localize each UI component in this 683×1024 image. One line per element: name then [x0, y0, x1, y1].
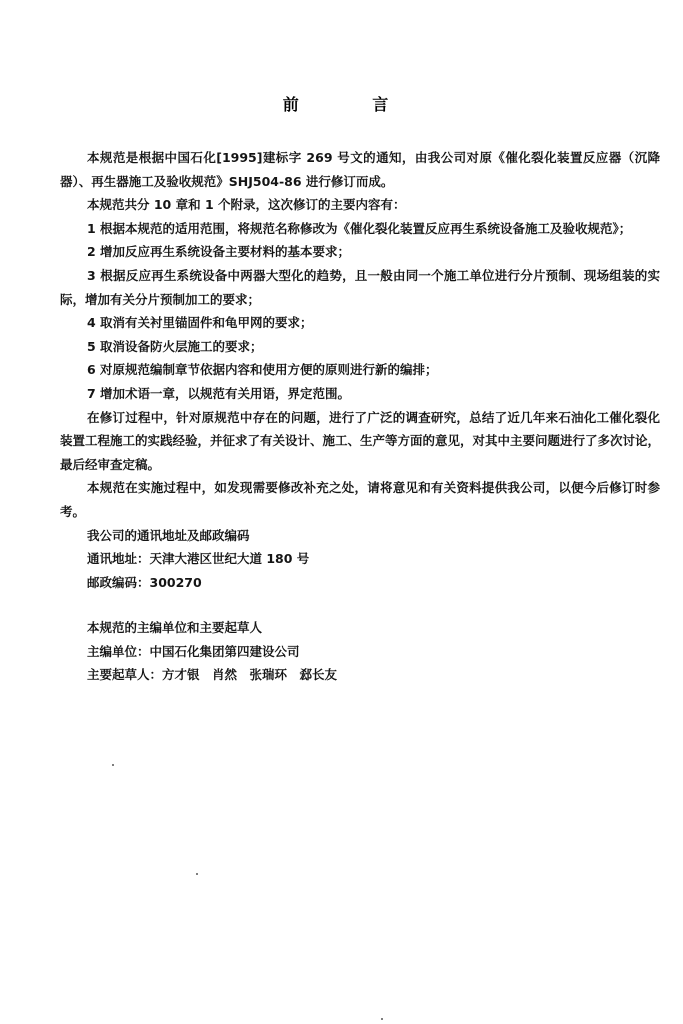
contact-postcode: 邮政编码：300270	[87, 574, 202, 590]
section-spacer	[60, 594, 660, 616]
scan-speck	[196, 873, 198, 875]
scan-speck	[381, 1018, 383, 1020]
chief-unit: 主编单位：中国石化集团第四建设公司	[87, 643, 300, 659]
revision-item-3: 3 根据反应再生系统设备中两器大型化的趋势，且一般由同一个施工单位进行分片预制、现场组装的实际，增加有关分片预制加工的要求；	[60, 267, 660, 307]
revision-item-4: 4 取消有关衬里锚固件和龟甲网的要求；	[87, 315, 313, 331]
scan-speck	[112, 764, 114, 766]
revision-item-6: 6 对原规范编制章节依据内容和使用方便的原则进行新的编排；	[87, 362, 438, 378]
contact-heading: 我公司的通讯地址及邮政编码	[87, 527, 250, 543]
authors-heading: 本规范的主编单位和主要起草人	[87, 620, 263, 636]
contents-intro-paragraph: 本规范共分 10 章和 1 个附录，这次修订的主要内容有：	[87, 197, 406, 213]
revision-item-2: 2 增加反应再生系统设备主要材料的基本要求；	[87, 244, 351, 260]
revision-item-7: 7 增加术语一章，以规范有关用语，界定范围。	[87, 385, 351, 401]
feedback-paragraph: 本规范在实施过程中，如发现需要修改补充之处，请将意见和有关资料提供我公司，以便今后修订时参考。	[60, 480, 660, 519]
page-title: 前 言	[282, 95, 423, 114]
intro-paragraph: 本规范是根据中国石化[1995]建标字 269 号文的通知，由我公司对原《催化裂化装置反应器（沉降器）、再生器施工及验收规范》SHJ504-86 进行修订而成。	[60, 150, 660, 189]
revision-item-1: 1 根据本规范的适用范围，将规范名称修改为《催化裂化装置反应再生系统设备施工及验收规范》；	[87, 220, 632, 236]
contact-address: 通讯地址：天津大港区世纪大道 180 号	[87, 551, 310, 567]
revision-process-paragraph: 在修订过程中，针对原规范中存在的问题，进行了广泛的调查研究，总结了近几年来石油化工催化裂化装置工程施工的实践经验，并征求了有关设计、施工、生产等方面的意见，对其中主要问题进行了多次讨论，最后经审查定稿。	[60, 409, 661, 472]
preface-body	[60, 146, 660, 687]
revision-item-5: 5 取消设备防火层施工的要求；	[87, 338, 263, 354]
drafters: 主要起草人：方才银 肖然 张瑞环 郄长友	[87, 667, 338, 683]
